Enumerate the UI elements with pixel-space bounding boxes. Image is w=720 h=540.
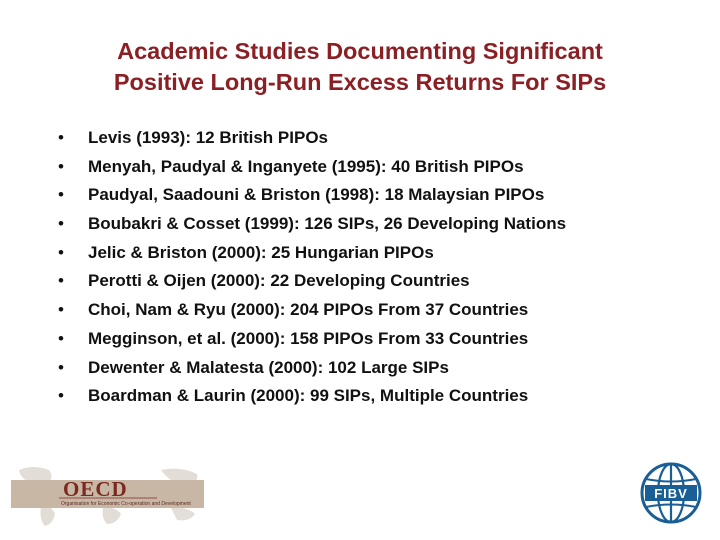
list-item <box>58 386 566 415</box>
studies-list <box>58 128 566 415</box>
list-item-text: Jelic & Briston (2000): 25 Hungarian PIPOs <box>88 242 434 262</box>
list-item-text: Menyah, Paudyal & Inganyete (1995): 40 British PIPOs <box>88 156 524 176</box>
title-line-2: Positive Long-Run Excess Returns For SIPs <box>113 69 607 95</box>
bullet-icon: • <box>58 271 64 291</box>
bullet-icon: • <box>58 300 64 320</box>
oecd-logo <box>11 462 204 528</box>
list-item-text: Perotti & Oijen (2000): 22 Developing Countries <box>88 271 470 291</box>
list-item <box>58 157 566 186</box>
bullet-icon: • <box>58 242 64 262</box>
bullet-icon: • <box>58 357 64 377</box>
bullet-icon: • <box>58 156 64 176</box>
bullet-icon: • <box>58 328 64 348</box>
list-item-text: Levis (1993): 12 British PIPOs <box>88 128 328 147</box>
list-item <box>58 271 566 300</box>
list-item <box>58 185 566 214</box>
list-item <box>58 128 566 157</box>
list-item-text: Megginson, et al. (2000): 158 PIPOs From 33 Countries <box>88 328 529 348</box>
bullet-icon: • <box>58 185 64 205</box>
list-item-text: Dewenter & Malatesta (2000): 102 Large SIPs <box>88 357 449 377</box>
svg-text:Organisation for Economic Co-o: Organisation for Economic Co-operation and Development <box>61 501 191 507</box>
list-item <box>58 358 566 387</box>
bullet-icon: • <box>58 386 64 406</box>
svg-text:OECD: OECD <box>63 477 128 501</box>
bullet-icon: • <box>58 214 64 234</box>
list-item <box>58 214 566 243</box>
list-item <box>58 243 566 272</box>
fibv-globe-logo <box>640 462 702 524</box>
list-item <box>58 329 566 358</box>
list-item-text: Boubakri & Cosset (1999): 126 SIPs, 26 Developing Nations <box>88 214 567 234</box>
list-item-text: Choi, Nam & Ryu (2000): 204 PIPOs From 37 Countries <box>88 300 529 320</box>
list-item-text: Paudyal, Saadouni & Briston (1998): 18 Malaysian PIPOs <box>88 185 545 205</box>
title-line-1: Academic Studies Documenting Significant <box>117 38 603 64</box>
svg-text:FIBV: FIBV <box>654 486 688 501</box>
slide-title <box>0 36 720 98</box>
bullet-icon: • <box>58 128 64 147</box>
list-item <box>58 300 566 329</box>
list-item-text: Boardman & Laurin (2000): 99 SIPs, Multiple Countries <box>88 386 529 406</box>
